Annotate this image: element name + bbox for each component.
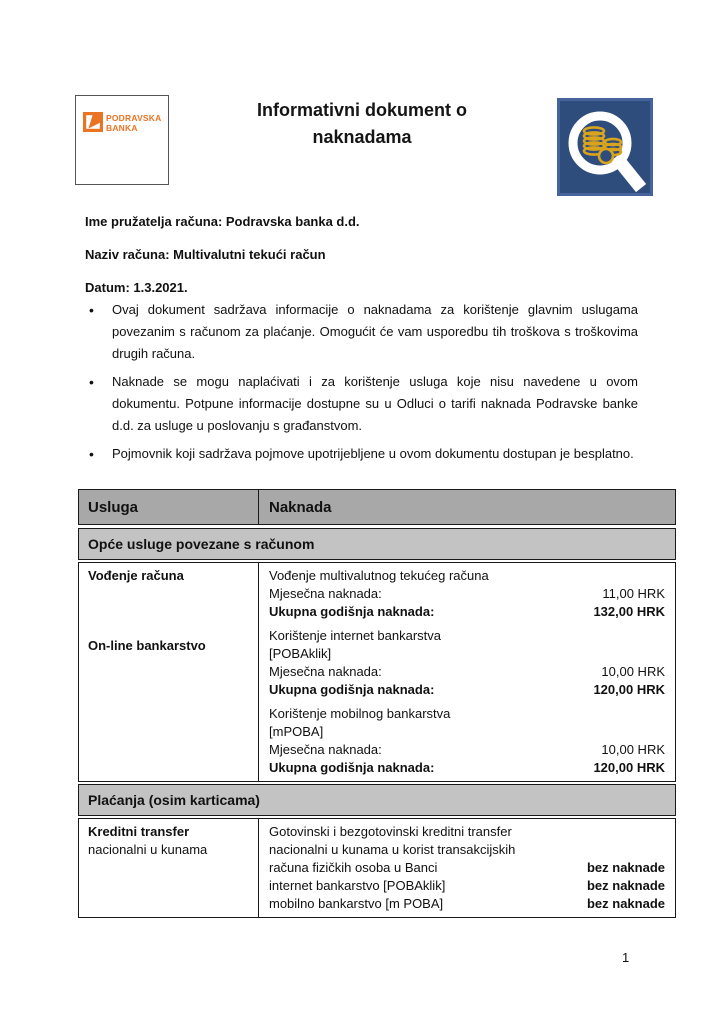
fee-amount [657,627,665,645]
date-line: Datum: 1.3.2021. [85,280,188,295]
fee-line: Mjesečna naknada: 10,00 HRK [269,742,665,757]
magnifier-coins-icon [557,98,653,196]
fee-line: računa fizičkih osoba u Banci bez naknade [269,860,665,875]
fee-line: nacionalni u kunama u korist transakcijskih [269,841,665,859]
fee-amount [657,705,665,723]
fee-line: internet bankarstvo [POBAklik] bez naknade [269,878,665,893]
fee-amount: bez naknade [586,896,665,911]
fee-amount: bez naknade [586,860,665,875]
service-label: Kreditni transfer [88,824,190,839]
page-title-line1: Informativni dokument o [256,100,467,120]
service-sublabel: nacionalni u kunama [88,842,208,857]
fee-amount: bez naknade [586,878,665,893]
fee-amount: 10,00 HRK [601,664,665,679]
section-header-payments: Plaćanja (osim karticama) [78,784,676,816]
intro-bullet-list [85,299,638,471]
fee-line: Korištenje internet bankarstva [269,627,665,645]
bank-logo-line2: BANKA [106,122,138,133]
fee-line: Ukupna godišnja naknada: 132,00 HRK [269,604,665,619]
bullet-item: • Ovaj dokument sadržava informacije o naknadama za korištenje glavnim uslugama povezanim s računom za plaćanje. Omogućit će vam usporedbu tih troškova s troškovima drugih računa. [85,299,638,365]
fee-amount [657,723,665,741]
page-number: 1 [622,950,630,965]
fee-line: Vođenje multivalutnog tekućeg računa [269,567,665,585]
bullet-item: • Naknade se mogu naplaćivati i za korištenje usluga koje nisu navedene u ovom dokumentu. Potpune informacije dostupne su u Odluci o tarifi naknada Podravske banke d.d. za usluge u poslovanju s građanstvom. [85,371,638,437]
bullet-item: • Pojmovnik koji sadržava pojmove upotrijebljene u ovom dokumentu dostupan je besplatno. [85,443,638,465]
page-title-line2: naknadama [312,127,412,147]
fee-line: Ukupna godišnja naknada: 120,00 HRK [269,760,665,775]
fee-amount: 120,00 HRK [593,682,665,697]
table-row-credit-transfer [78,818,676,918]
bank-logo-line1: PODRAVSKA [106,113,162,123]
fee-table [78,489,676,918]
table-header-row [78,489,676,525]
fee-amount [657,841,665,859]
fee-amount [657,567,665,585]
column-header-usluga: Usluga [79,490,259,524]
section-header-general: Opće usluge povezane s računom [78,528,676,560]
fee-line: mobilno bankarstvo [m POBA] bez naknade [269,896,665,911]
fee-amount [657,645,665,663]
fee-amount: 10,00 HRK [601,742,665,757]
account-name-line: Naziv računa: Multivalutni tekući račun [85,247,326,262]
table-row-general-services [78,562,676,782]
fee-line: Ukupna godišnja naknada: 120,00 HRK [269,682,665,697]
service-label: Vođenje računa [88,568,184,583]
fee-amount: 132,00 HRK [593,604,665,619]
fee-line: Mjesečna naknada: 11,00 HRK [269,586,665,601]
fee-line: Korištenje mobilnog bankarstva [269,705,665,723]
fee-line: [mPOBA] [269,723,665,741]
fee-amount: 11,00 HRK [602,586,665,601]
fee-amount [657,823,665,841]
fee-line: Mjesečna naknada: 10,00 HRK [269,664,665,679]
fee-amount: 120,00 HRK [593,760,665,775]
provider-name-line: Ime pružatelja računa: Podravska banka d.d. [85,214,360,229]
fee-line: [POBAklik] [269,645,665,663]
column-header-naknada: Naknada [269,498,332,516]
fee-line: Gotovinski i bezgotovinski kreditni transfer [269,823,665,841]
service-label: On-line bankarstvo [88,638,206,653]
